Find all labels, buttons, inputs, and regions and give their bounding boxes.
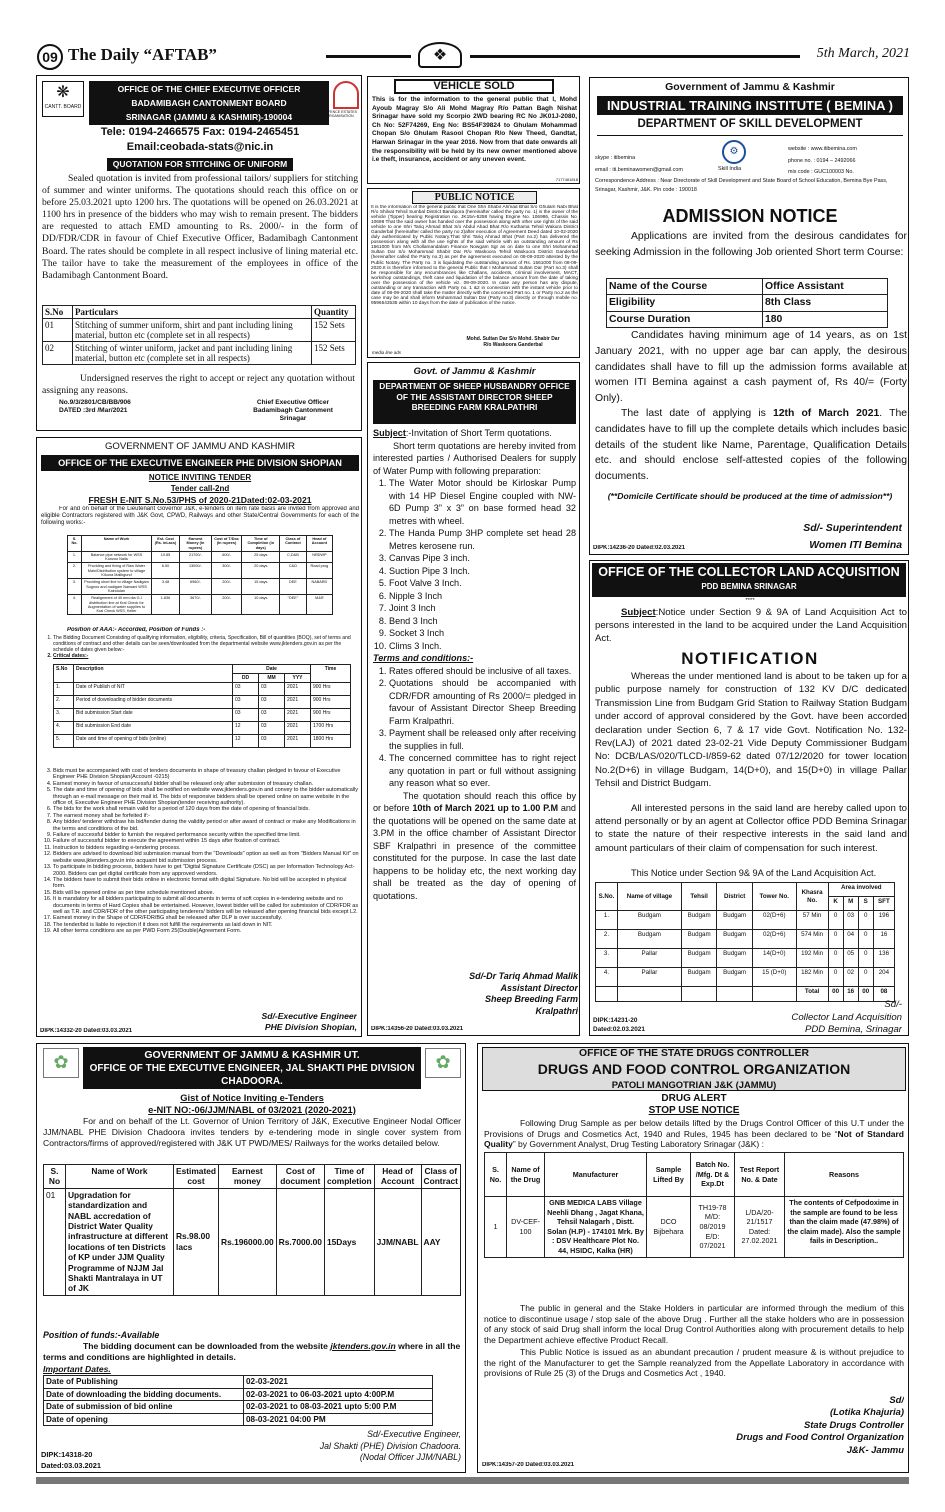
iti-email: email : iti.beminawomen@gmail.com xyxy=(595,167,683,173)
iti-govt: Government of Jammu & Kashmir xyxy=(665,81,835,93)
cantt-office-line-1: OFFICE OF THE CHIEF EXECUTIVE OFFICER xyxy=(117,84,301,94)
table-row: Date of opening 08-03-2021 04:00 PM xyxy=(44,1413,433,1426)
cantt-office-line-2: BADAMIBAGH CANTONMENT BOARD xyxy=(131,98,287,108)
iti-admission-notice xyxy=(589,77,909,555)
table-row: 2. Providing and fixing of Raw Water Main/Distribution system to village Kiloora Malikgund 6.50 13000/- 300/- 20 days C&D Road prog xyxy=(68,563,333,579)
list-item: 7. The earnest money shall be forfeited if:- xyxy=(53,813,359,819)
masthead xyxy=(0,38,945,72)
iti-info-rule xyxy=(597,135,903,136)
sheep-dept: DEPARTMENT OF SHEEP HUSBANDRY OFFICE OF THE ASSISTANT DIRECTOR SHEEP BREEDING FARM KRALPATHRI xyxy=(373,380,576,424)
skill-india-label: Skill India xyxy=(718,166,742,172)
quotation-footer: Undersigned reserves the right to accept or reject any quotation without assigning any reasons. xyxy=(42,373,355,396)
table-row: 01 Upgradation for standardization and NABL accredation of District Water Quality infrastructure at different locations of ten Districts of KP under JJM Quality Programme of NJJM Jal Shakti Mantralaya in UT of JK Rs.98.00 lacs Rs.196000.00 Rs.7000.00 15Days JJM/NABL AAY xyxy=(44,1188,461,1295)
phe-intro: For and on behalf of the Lieutenant Governor J&K, e-tenders on item rate basis are invited from approved and eligible Contractors registered with J&K Govt, CPWD, Railways and other State/Central Governments for each of the following works:- xyxy=(41,506,359,527)
iti-dipk: DIPK:14236-20 Dated:02.03.2021 xyxy=(593,545,686,551)
masthead-rule-left xyxy=(326,55,411,58)
list-item: 4. The concerned committee has to right reject any quotation in part or full without assigning any reason what so ever. xyxy=(389,752,576,790)
land-acquisition-notice xyxy=(589,560,909,1036)
phe-nit: NOTICE INVITING TENDER xyxy=(148,473,252,482)
list-item: 17. Earnest money in the Shape of CDR/FDR/BG shall be released after DLP is over successfully. xyxy=(53,915,359,921)
seal-caption: DEFENCE ESTATES ORGANISATION xyxy=(322,110,357,118)
phe-office: OFFICE OF THE EXECUTIVE ENGINEER PHE DIVISION SHOPIAN xyxy=(41,455,359,471)
phe-dipk: DIPK:14332-20 Dated:03.03.2021 xyxy=(40,1028,133,1034)
table-row: Date of downloading the bidding documents. 02-03-2021 to 06-03-2021 upto 4:00P.M xyxy=(44,1388,433,1401)
emblem-left: ✿ xyxy=(43,1048,79,1078)
skill-india-logo: ⚙ xyxy=(722,140,746,164)
cantt-signature: Chief Executive Officer Badamibagh Cantonment Srinagar xyxy=(253,399,333,422)
course-table xyxy=(606,278,888,328)
table-row: Eligibility 8th Class xyxy=(607,295,888,311)
quotation-body: Sealed quotation is invited from professional tailors/ suppliers for stitching of summer and winter uniforms. The quotations should reach this office on or before 25.03.2021 upto 1200 hrs. The quotations will be opened on 26.03.2021 at 1100 hrs in presence of the bidders who may wish to remain present. The bidders are requested to attach EMD amounting to Rs. 2000/- in the form of DD/FDR/CDR in favour of Chief Executive Officer, Badamibagh Cantonment Board. The rates should be complete in all respect inclusive of lining material etc. The tailor have to take the measurement of the employees in office of the Badamibagh Cantonment Board. xyxy=(42,173,358,281)
jal-doc: The bidding document can be downloaded from the website jktenders.gov.in where in all the terms and conditions are highlighted in details. xyxy=(43,1341,461,1362)
iti-para-2: The last date of applying is 12th of March 2021. The candidates have to fill up the complete details which includes basic details of the student like Name, Parentage, Qualification Details etc. and should enclose self-attested copies of the following documents. xyxy=(595,408,907,483)
drugs-office: OFFICE OF THE STATE DRUGS CONTROLLER xyxy=(579,1048,809,1059)
table-row: 01 Stitching of summer uniform, shirt and pant including lining material, button etc (complete set in all respects) 152 Sets xyxy=(43,319,356,342)
list-item: 2. Critical dates:- xyxy=(53,653,359,659)
quotation-heading: QUOTATION FOR STITCHING OF UNIFORM xyxy=(107,158,293,171)
table-row: 1. Balance pipe network for WSS Kunzoo Nalla 10.85 21700/- 600/- 25 days C,D&B NRDWP xyxy=(68,551,333,563)
cantt-ref: No.9/3/2801/CB/BB/906 DATED :3rd /Mar/2021 xyxy=(59,399,131,414)
sheep-closing: The quotation should reach this office by or before 10th of March 2021 up to 1.00 P.M and the quotations will be opened on the same date at 3.PM in the office chamber of Assistant Director SBF Kralpathri in presence of the committee constituted for the purpose. In case the last date happens to be holiday etc, the next working day shall be treated as the day of opening of quotations. xyxy=(373,790,576,901)
table-row: 3. Providing short line to village Nadigam Sugnoo and nadigam Narwani WSS Kaindulan 3.48 6960/- 200/- 15 days DEE NABARD xyxy=(68,579,333,595)
list-item: 9. Socket 3 Inch xyxy=(389,627,576,640)
stop-use-heading: STOP USE NOTICE xyxy=(648,1105,740,1116)
list-item: 8. Any bidder/ tenderer withdraw his bid/tender during the validity period or after award of contract or make any Modifications in the terms and conditions of the bid. xyxy=(53,819,359,832)
table-row: 1. Date of Publish of NIT 03 03 2021 900 Hrs xyxy=(54,683,351,696)
public-heading: PUBLIC NOTICE xyxy=(412,191,537,204)
drugs-para-2: This Public Notice is issued as an abundant precaution / prudent measure & is without prejudice to the right of the Manufacturer to get the Sample reanalyzed from the Appellate Laboratory in accordance with provisions of Rule 25 (3) of the Drugs and Cosmetics Act , 1940. xyxy=(484,1347,904,1379)
table-row: Date of Publishing 02-03-2021 xyxy=(44,1376,433,1389)
paper-name: The Daily “AFTAB” xyxy=(68,45,217,64)
list-item: 12. Bidders are advised to download bid submission manual from the "Downloads" option as well as from "Bidders Manual Kit" on website www.jktenders.gov.in into acquaint bid submission process. xyxy=(53,851,359,864)
vehicle-heading: VEHICLE SOLD xyxy=(394,79,554,94)
list-item: 3. Canvas Pipe 3 inch. xyxy=(389,552,576,565)
phe-enit: FRESH E-NIT S.No.53/PHS of 2020-21Dated:02-03-2021 xyxy=(88,495,312,505)
iti-skype: skype : itibemina xyxy=(595,155,636,161)
vehicle-body: This is for the information to the general public that I, Mohd Ayoub Magray S/o Ali Mohd Magray R/o Pattan Bagh Nishat Srinagar have sold my Scorpio 2WD bearing RC No JK01J-2080, Ch No: 52F74269, Eng No: BS54F39824 to Ghulam Mohammad Chopan S/o Ghulam Rasool Chopan R/o New Theed, Gandtat, Harwan Srinagar in the year 2016. Now from that date onwards all the responsibility will be held by its new owner mentioned above i.e theft, insurance, accident or any uneven event. xyxy=(372,96,577,164)
table-row: 4. Bid submission End date 12 03 2021 1700 Hrs xyxy=(54,722,351,735)
phe-govt: GOVERNMENT OF JAMMU AND KASHMIR xyxy=(104,441,296,452)
drug-alert-heading: DRUG ALERT xyxy=(661,1093,727,1104)
list-item: 16. It is mandatory for all bidders participating to submit all documents in terms of soft copies in e-tendering website and no documents in terms of Hard Copies shall be entertained. However, lowest bidder will be called for submission of CDR/FDR as well as T.R. and CDR/FDR of the other participating tenderers/ bidders will be released after opening financial bids except L2. xyxy=(53,896,359,915)
phe-shopian-notice xyxy=(36,437,362,1037)
list-item: 5. The date and time of opening of bids shall be notified on website www.jktenders.gov.in and convey to the bidder automatically through an e-mail message on their mail id. The bids of responsive bidders shall be opened online on same website in the office of, Executive Engineer PHE Division Shopian(tender receiving authority). xyxy=(53,787,359,806)
sheep-dipk: DIPK:14356-20 Dated:03.03.2021 xyxy=(371,1026,464,1032)
notification-heading: NOTIFICATION xyxy=(681,649,819,668)
table-row: Date of submission of bid online 02-03-2021 to 08-03-2021 upto 5:00 P.M xyxy=(44,1401,433,1414)
table-row: 4. Realignment of 40 mm dia G.I distribution line at Kral Check for Augmentation of water supplies to Kral Check WSS, Keller 1.836 3670/- 200/- 10 days "DEE" M&R xyxy=(68,595,333,615)
land-heading xyxy=(592,563,906,597)
list-item: 3. Payment shall be released only after receiving the supplies in full. xyxy=(389,727,576,752)
jal-govt: GOVERNMENT OF JAMMU & KASHMIR UT. xyxy=(144,1049,360,1061)
jal-intro: For and on behalf of the Lt. Governor of Union Territory of J&K, Executive Engineer Nodal Officer JJM/NABL PHE Division Chadoora invites tenders by e-tendering mode in single cover system from Contractors/firms of approved/registered with J&K UT PWD/MES/ Railways for the works detailed below. xyxy=(43,1116,461,1148)
sheep-terms-label: Terms and conditions:- xyxy=(373,653,474,663)
iti-signature: Sd/- Superintendent Women ITI Bemina xyxy=(803,523,902,551)
list-item: 15. Bids will be opened online as per time schedule mentioned above. xyxy=(53,890,359,896)
land-para-1: Whereas the under mentioned land is about to be taken up for a public purpose namely for construction of 132 KV D/C dedicated Transmission Line from Budgam Grid Station to Railway Station Budgam under accord of approval considered by the Govt. have been accorded declaration under Section 6, 7 & 17 vide Govt. Notification No. 132-Rev(LAJ) of 2021 dated 23-02-21 Vide Deputy Commissioner Budgam No: DCB/LAS/020/TLCD-I/859-62 dated 07/12/2020 for tower location No.2(D+6) in village Budgam, 14(D+0), and 15(D+0) in village Pallar Tehsil and District Budgam. xyxy=(595,671,907,790)
cantonment-notice xyxy=(36,75,362,431)
jal-office: OFFICE OF THE EXECUTIVE ENGINEER, JAL SHAKTI PHE DIVISION CHADOORA. xyxy=(89,1063,415,1087)
table-row: 1. Budgam Budgam Budgam 02(D+6) 57 Min 0 03 0 196 xyxy=(596,911,895,930)
cantt-telephone: Tele: 0194-2466575 Fax: 0194-2465451 xyxy=(100,126,300,138)
iti-title: INDUSTRIAL TRAINING INSTITUTE ( BEMINA ) xyxy=(597,96,903,115)
list-item: 18. The tender/bid is liable to rejection if it does not fulfill the requirements as laid down in NIT. xyxy=(53,922,359,928)
bottom-rule xyxy=(36,1477,909,1484)
uniform-table xyxy=(42,305,356,365)
land-stars: **** xyxy=(745,598,755,604)
list-item: 9. Failure of successful bidder to furnish the required performance security within the specified time limit. xyxy=(53,832,359,838)
iti-intro: Applications are invited from the desirous candidates for seeking Admission in the following Job oriented Short term Course: xyxy=(595,231,907,258)
cantt-logo-text: CANTT. BOARD xyxy=(44,104,82,110)
table-row: 2. Budgam Budgam Budgam 02(D+6) 574 Min 0 04 0 16 xyxy=(596,930,895,949)
drugs-signature: Sd/ (Lotika Khajuria) State Drugs Controller Drugs and Food Control Organization J&K- Jammu xyxy=(736,1394,904,1455)
table-row: 02 Stitching of winter uniform, jacket and pant including lining material, button etc (complete set in all respects) 152 Sets xyxy=(43,342,356,365)
list-item: 8. Bend 3 Inch xyxy=(389,615,576,628)
masthead-rule-right xyxy=(470,55,820,58)
jal-important: Important Dates. xyxy=(43,1364,111,1374)
sheep-items xyxy=(373,477,576,652)
vehicle-ref: 7177481818 xyxy=(555,177,578,182)
table-row: Total 00 16 00 08 xyxy=(596,987,895,1002)
issue-date: 5th March, 2021 xyxy=(800,46,910,62)
list-item: 6. The bids for the work shall remain valid for a period of 120 days from the date of opening of financial bids. xyxy=(53,806,359,812)
table-row: 4. Pallar Budgam Budgam 15 (D+0) 182 Min 0 02 0 204 xyxy=(596,968,895,987)
sheep-terms xyxy=(373,665,576,790)
list-item: 7. Joint 3 Inch xyxy=(389,602,576,615)
list-item: 19. All other terms conditions are as per PWD Form 25(Double)Agreement Form. xyxy=(53,928,359,934)
sheep-intro: Short term quotations are hereby invited from interested parties / Authorised Dealers for supply of Water Pump with following preparation: xyxy=(373,440,576,476)
list-item: 11. Instruction to bidders regarding e-tendering process. xyxy=(53,845,359,851)
drugs-intro: Following Drug Sample as per below details lifted by the Drugs Control Officer of this U.T under the Provisions of Drugs and Cosmetics Act, 1940 and Rules, 1945 has been declared to be “Not of Standard Quality” by Government Analyst, Drug Testing Laboratory Srinagar (J&K) : xyxy=(484,1118,904,1150)
phe-notes-1 xyxy=(41,635,359,659)
land-subtitle: PDD BEMINA SRINAGAR xyxy=(701,582,797,591)
jal-gist: Gist of Notice Inviting e-Tenders xyxy=(180,1092,324,1103)
col-sno: S.No xyxy=(43,306,73,319)
drugs-dipk: DIPK:14357-20 Dated:03.03.2021 xyxy=(482,1462,575,1468)
land-title: OFFICE OF THE COLLECTOR LAND ACQUISITION xyxy=(598,565,900,579)
list-item: 13. To participate in bidding process, bidders have to get "Digital Signature Certificate (DSC) as per Information Technology Act-2000. Bidders can get digital certificate from any approved vendors. xyxy=(53,864,359,877)
list-item: 1. Rates offered should be inclusive of all taxes. xyxy=(389,665,576,678)
list-item: 1. The Water Motor should be Kirloskar Pump with 14 HP Diesel Engine coupled with NW-6D Pump 3” x 3” on base formed head 32 metres with wheel. xyxy=(389,477,576,527)
table-row: 3. Pallar Budgam Budgam 14(D+0) 192 Min 0 05 0 136 xyxy=(596,949,895,968)
drugs-address: PATOLI MANGOTRIAN J&K (JAMMU) xyxy=(611,1079,777,1090)
cantt-logo: ❋ CANTT. BOARD xyxy=(42,81,84,117)
defence-estates-seal xyxy=(333,81,359,109)
vehicle-sold-notice xyxy=(367,76,580,184)
list-item: 10. Clims 3 Inch. xyxy=(389,640,576,653)
page-number: 09 xyxy=(37,44,63,70)
table-row: Course Duration 180 xyxy=(607,311,888,327)
cantt-email: Email:ceobada-stats@nic.in xyxy=(126,141,274,153)
jal-heading xyxy=(83,1047,421,1089)
iti-para-1: Candidates having minimum age of 14 years, as on 1st January 2021, with no upper age bar can apply, the desirous candidates shall have to fill up the admission forms available at women ITI Bemina against a cash payment of, Rs 40/= (Forty Only). xyxy=(595,330,907,405)
public-body: It is the information of the general public that One Shri Shabir Ahmad Bhat S/o Ghulam Nabi Bhat R/o Shilvat Tehsil Sumbal District Bandipora (hereinafter called the party no. 1) is the owner of the vehicle (Tipper) bearing Registration no. JK15A-5258 having Engine No. 106986, Chassis No. 10698 That the said owner has handed over the possession along with other use rights of the said vehicle to one Shri Tariq Ahmad Bhat S/o Abdul Ahad Bhat R/o Kuthama Tehsil Wakura District Ganderbal (hereinafter called the party no 2)after execution of Agreement Deed dated 10-02-2020 duly authenticated by Public Notary.That Shri Tariq Ahmad Bhat (Part no.2) has delivered the possession along with all the use rights of the said vehicle with an outstanding amount of Rs 1561000 from M/s Chollamandalam Finance Nowgam Sgr as on date to one Shri Mohammad Sultan Dar S/o Mohammad Shabir Dar R/o Waskoora Tehsil Waskoora District Ganderbal (hereinafter called the Party no.3) as per the agreement executed on 08-09-2020 attested by the Public Notary. The Party no. 3 is liquidating the outstanding amount of Rs. 1561000 from 08-09-2020.It is therefore informed to the general Public that I Mohammad Sultan Dar (Part no.3) shall be responsible for any encumbrances like Challans, accidents, criminal involvement, MACT, workshop outstandings, theft case and liquidation of the balance amount from the date of taking over the possession of the vehicle viz. 08-09-2020. In case any person has any dispute, outstanding or any transaction with Party no. 1 &2 in connection with the instant vehicle prior to date of 08-09-2020 shall take the matter directly with the concerned Part no. 1 or Party no.2 as the case may be and shall inform Mohammad Sultan Dar (Party no.3) directly or through mobile no. 9596543535 within 10 days from the date of publication of the notice. xyxy=(371,205,578,306)
jal-dipk: DIPK:14318-20 Dated:03.03.2021 xyxy=(41,1450,101,1470)
sheep-husbandry-notice xyxy=(367,362,580,1036)
col-quantity: Quantity xyxy=(312,306,356,319)
list-item: 4. Earnest money in favour of unsuccessful bidder shall be released only after submission of treasury challan. xyxy=(53,781,359,787)
jal-works-table: S. No Name of Work Estimated cost Earnest money Cost of document Time of completion Head of Account Class of Contract 01 Upgradation for standardization and NABL accredation of District Water Quality infrastructure at different locations of ten Districts of KP under JJM Quality Programme of NJJM Jal Shakti Mantralaya in UT of JK Rs.98.00 lacs Rs.196000.00 Rs.7000.00 15Days JJM/NABL AAY xyxy=(43,1164,461,1296)
drug-table: S. No. Name of the Drug Manufacturer Sample Lifted By Batch No. /Mfg. Dt & Exp.Dt Test Report No. & Date Reasons 1 DV-CEF-100 GNB MEDICA LABS Village Neehli Dhang , Jagat Khana, Tehsil Nalagarh , Distt. Solan (H.P) - 174101 Mrk. By : DSV Healthcare Plot No. 44, HSIDC, Kalka (HR) DCO Bijbehara TH19-78 M/D: 08/2019 E/D: 07/2021 L/DA/20-21/1517 Dated: 27.02.2021 The contents of Cefpodoxime in the sample are found to be less than the claim made (47.98%) of the claim made). Also the sample fails in Description.. xyxy=(484,1152,904,1258)
admission-heading: ADMISSION NOTICE xyxy=(662,206,838,226)
phe-works-table: S. No. Name of Work Est. Cost (Rs. inLacs) Earnest Money (In rupees) Cost of T/Doc (In rupees) Time of Completion (in days) Class of Contract Head of Account 1. Balance pipe network for WSS Kunzoo Nalla 10.85 21700/- 600/- 25 days C,D&B NRDWP 2. Providing and fixing of Raw Water Main/Distribution system to village Kiloora Malikgund 6.50 13000/- 300/- 20 days C&D Road prog 3. Providing short line to village Nadigam Sugnoo and nadigam Narwani WSS Kaindulan 3.48 6960/- 200/- 15 days DEE NABARD 4. Realignment of 40 mm dia G.I distribution line at Kral Check for Augmentation of water supplies to Kral Check WSS, Keller 1.836 3670/- 200/- 10 days "DEE" M&R xyxy=(67,535,333,615)
drugs-org: DRUGS AND FOOD CONTROL ORGANIZATION xyxy=(537,1061,851,1077)
phe-call: Tender call-2nd xyxy=(170,484,230,493)
phe-signature: Sd/-Executive Engineer PHE Division Shopian, xyxy=(261,1011,357,1032)
table-row: 1 DV-CEF-100 GNB MEDICA LABS Village Neehli Dhang , Jagat Khana, Tehsil Nalagarh , Distt. Solan (H.P) - 174101 Mrk. By : DSV Healthcare Plot No. 44, HSIDC, Kalka (HR) DCO Bijbehara TH19-78 M/D: 08/2019 E/D: 07/2021 L/DA/20-21/1517 Dated: 27.02.2021 The contents of Cefpodoxime in the sample are found to be less than the claim made (47.98%) of the claim made). Also the sample fails in Description.. xyxy=(485,1197,904,1258)
aftab-logo: ❖ xyxy=(418,42,462,68)
table-row: 2. Period of downloading of bidder documents 03 03 2021 900 Hrs xyxy=(54,696,351,709)
jal-enit: e-NIT NO:-06/JJM/NABL of 03/2021 (2020-2021) xyxy=(148,1104,356,1115)
public-notice xyxy=(367,188,580,358)
list-item: 14. The bidders have to submit their bids online in electronic format with digital Signature. No bid will be accepted in physical form. xyxy=(53,877,359,890)
land-para-3: This Notice under Section 9& 9A of the Land Acquisition Act. xyxy=(631,868,877,878)
cantt-office-line-3: SRINAGAR (JAMMU & KASHMIR)-190004 xyxy=(125,112,293,122)
land-signature: Sd/- Collector Land Acquisition PDD Bemina, Srinagar xyxy=(791,999,902,1035)
critical-dates-table: S.No Description Date Time DD MM YYY 1. Date of Publish of NIT 03 03 2021 900 Hrs 2. Period of downloading of bidder documents 03 03 2021 900 Hrs 3. Bid submission Start date 03 03 2021 900 Hrs 4. Bid submission End date 12 03 2021 1700 Hrs 5. Date and time of opening of bids (online) 12 03 2021 1800 Hrs xyxy=(53,664,351,748)
col-particulars: Particulars xyxy=(73,306,312,319)
list-item: 2. Quotations should be accompanied with CDR/FDR amounting of Rs 2000/= pledged in favour of Assistant Director Sheep Breeding Farm Kralpathri. xyxy=(389,677,576,727)
drugs-para-1: The public in general and the Stake Holders in particular are informed through the medium of this notice to discontinue usage / stop sale of the above Drug . Further all the stake holders who are in possession of any stock of said Drug shall inform the local Drug Control Authorities along with procurement details to help the Department achieve effective Product Recall. xyxy=(484,1303,904,1345)
jal-signature: Sd/-Executive Engineer, Jal Shakti (PHE) Division Chadoora. (Nodal Officer JJM/NABL) xyxy=(319,1429,461,1462)
drug-alert-notice xyxy=(477,1043,909,1473)
sheep-subject: Subject:-Invitation of Short Term quotations. xyxy=(373,428,552,438)
iti-address: Correspondence Address : Near Directorate of Skill Development and State Board of School Education, Bemina Bye Pass, Srinagar, Kashmir, J&K. Pin code : 190018 xyxy=(595,178,888,193)
list-item: 10. Failure of successful bidder to execute the agreement within 15 days after fixation of contract. xyxy=(53,838,359,844)
table-row: 3. Bid submission Start date 03 03 2021 900 Hrs xyxy=(54,709,351,722)
jal-dates-table xyxy=(43,1375,433,1426)
sheep-signature: Sd/-Dr Tariq Ahmad Malik Assistant Director Sheep Breeding Farm Kralpathri xyxy=(469,971,578,1016)
emblem-right: ✿ xyxy=(425,1048,461,1078)
list-item: 3. Bids must be accompanied with cost of tenders documents in shape of treasury challan pledged in favour of Executive Engineer PHE Division Shopian(Account -0215) xyxy=(53,768,359,781)
iti-dept: DEPARTMENT OF SKILL DEVELOPMENT xyxy=(637,118,863,130)
list-item: 6. Nipple 3 Inch xyxy=(389,590,576,603)
media-line: media line ads xyxy=(372,350,402,355)
table-row: Name of the Course Office Assistant xyxy=(607,279,888,295)
list-item: 1. The Bidding Document Consisting of qualifying information, eligibility, criteria, Specification, Bill of quantities (BOQ), set of terms and conditions of contract and other details can be seen/downloaded from the departmental website www.jktenders.gov.in as per the schedule of dates given below:- xyxy=(53,635,359,653)
jal-funds: Position of funds:-Available xyxy=(43,1330,160,1340)
list-item: 4. Suction Pipe 3 Inch. xyxy=(389,565,576,578)
land-subject: Subject:Notice under Section 9 & 9A of Land Acquisition Act to persons interested in the land to be acquired under the Land Acquisition Act. xyxy=(595,607,907,645)
table-row: 5. Date and time of opening of bids (online) 12 03 2021 1800 Hrs xyxy=(54,735,351,748)
public-signature: Mohd. Sultan Dar S/o Mohd. Shabir Dar R/o Waskoora Ganderbal xyxy=(466,336,560,348)
sheep-content xyxy=(373,427,576,902)
phe-notes-2 xyxy=(41,768,359,935)
phe-position: Position of AAA:- Accorded, Position of Funds :- xyxy=(67,627,206,633)
iti-contacts: website : www.itibemina.com phone no. : 0194 – 2492066 mis code : GUC100003 No. xyxy=(788,146,857,175)
sheep-govt: Govt. of Jammu & Kashmir xyxy=(413,366,536,377)
list-item: 2. The Handa Pump 3HP complete set head 28 Metres kerosene run. xyxy=(389,527,576,552)
domicile-note: (**Domicile Certificate should be produced at the time of admission**) xyxy=(607,491,893,501)
land-dipk: DIPK:14231-20 Dated:02.03.2021 xyxy=(593,1017,645,1033)
cantt-office xyxy=(89,81,329,125)
land-para-2: All interested persons in the said land are hereby called upon to attend personally or by an agent at Collector office PDD Bemina Srinagar to state the nature of their respective interests in the said land and amount particulars of their claim of compensation for such interest. xyxy=(595,803,907,854)
list-item: 5. Foot Valve 3 Inch. xyxy=(389,577,576,590)
jal-shakti-notice xyxy=(36,1043,466,1473)
land-table: S.No. Name of village Tehsil District Tower No. Khasra No. Area involved K M S SFT 1. Budgam Budgam Budgam 02(D+6) 57 Min 0 03 0 196 2. Budgam Budgam Budgam 02(D+6) 574 Min 0 04 0 16 3. Pallar Budgam Budgam 14(D+0) 192 Min 0 05 0 136 4. Pallar Budgam Budgam 15 (D+0) 182 Min 0 02 0 204 Total 00 16 00 08 xyxy=(595,882,895,1002)
